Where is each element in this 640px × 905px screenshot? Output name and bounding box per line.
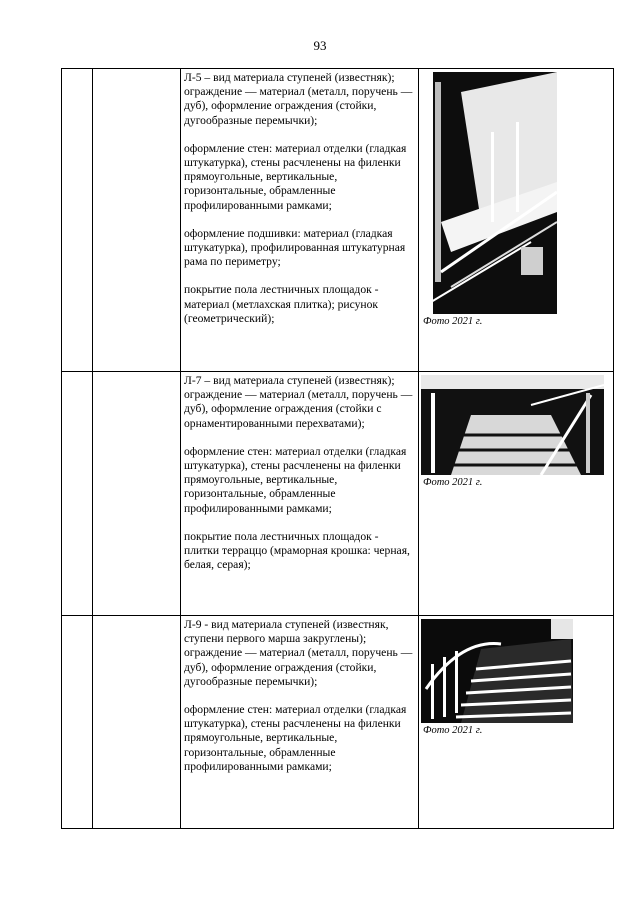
table-row — [62, 69, 614, 372]
name-cell — [93, 616, 181, 829]
description-paragraph: оформление стен: материал отделки (гладкая штукатурка), стены расчленены на филенки прямоугольные, вертикальные, горизонтальные, обрамленные профилированными рамками; — [184, 141, 407, 212]
description-paragraph: Л-7 – вид материала ступеней (известняк); ограждение — материал (металл, поручень — дуб), оформление ограждения (стойки с орнаментированными перехватами); — [184, 374, 413, 430]
staircase-photo — [421, 72, 557, 314]
description-paragraph: оформление стен: материал отделки (гладкая штукатурка), стены расчленены на филенки прямоугольные, вертикальные, горизонтальные, обрамленные профилированными рамками; — [184, 703, 407, 773]
name-cell — [93, 372, 181, 616]
staircase-photo — [421, 375, 604, 475]
number-cell — [62, 616, 93, 829]
photo-cell — [419, 616, 614, 829]
photo-caption: Фото 2021 г. — [423, 725, 483, 736]
description-cell — [181, 616, 419, 829]
photo-caption: Фото 2021 г. — [423, 316, 483, 327]
description-paragraph: Л-5 – вид материала ступеней (известняк); ограждение — материал (металл, поручень — дуб), оформление ограждения (стойки, дугообразные перемычки); — [184, 71, 413, 127]
photo-cell — [419, 69, 614, 372]
number-cell — [62, 372, 93, 616]
table-row — [62, 616, 614, 829]
description-paragraph: оформление стен: материал отделки (гладкая штукатурка), стены расчленены на филенки прямоугольные, вертикальные, горизонтальные, обрамленные профилированными рамками; — [184, 444, 407, 515]
description-paragraph: оформление подшивки: материал (гладкая штукатурка), профилированная штукатурная рама по периметру; — [184, 226, 406, 269]
description-paragraph: покрытие пола лестничных площадок - материал (метлахская плитка); рисунок (геометрический); — [184, 283, 379, 325]
number-cell — [62, 69, 93, 372]
staircase-photo — [421, 619, 573, 723]
description-cell — [181, 69, 419, 372]
photo-cell — [419, 372, 614, 616]
photo-caption: Фото 2021 г. — [423, 477, 483, 488]
page-number: 93 — [313, 38, 327, 53]
name-cell — [93, 69, 181, 372]
table-row — [62, 372, 614, 616]
description-cell — [181, 372, 419, 616]
description-paragraph: Л-9 - вид материала ступеней (известняк, ступени первого марша закруглены); ограждение — материал (металл, поручень — дуб), оформление ограждения (стойки, дугообразные перемычки); — [184, 618, 413, 688]
description-table — [61, 68, 614, 829]
description-paragraph: покрытие пола лестничных площадок - плитки терраццо (мраморная крошка: черная, белая, серая); — [184, 529, 410, 572]
